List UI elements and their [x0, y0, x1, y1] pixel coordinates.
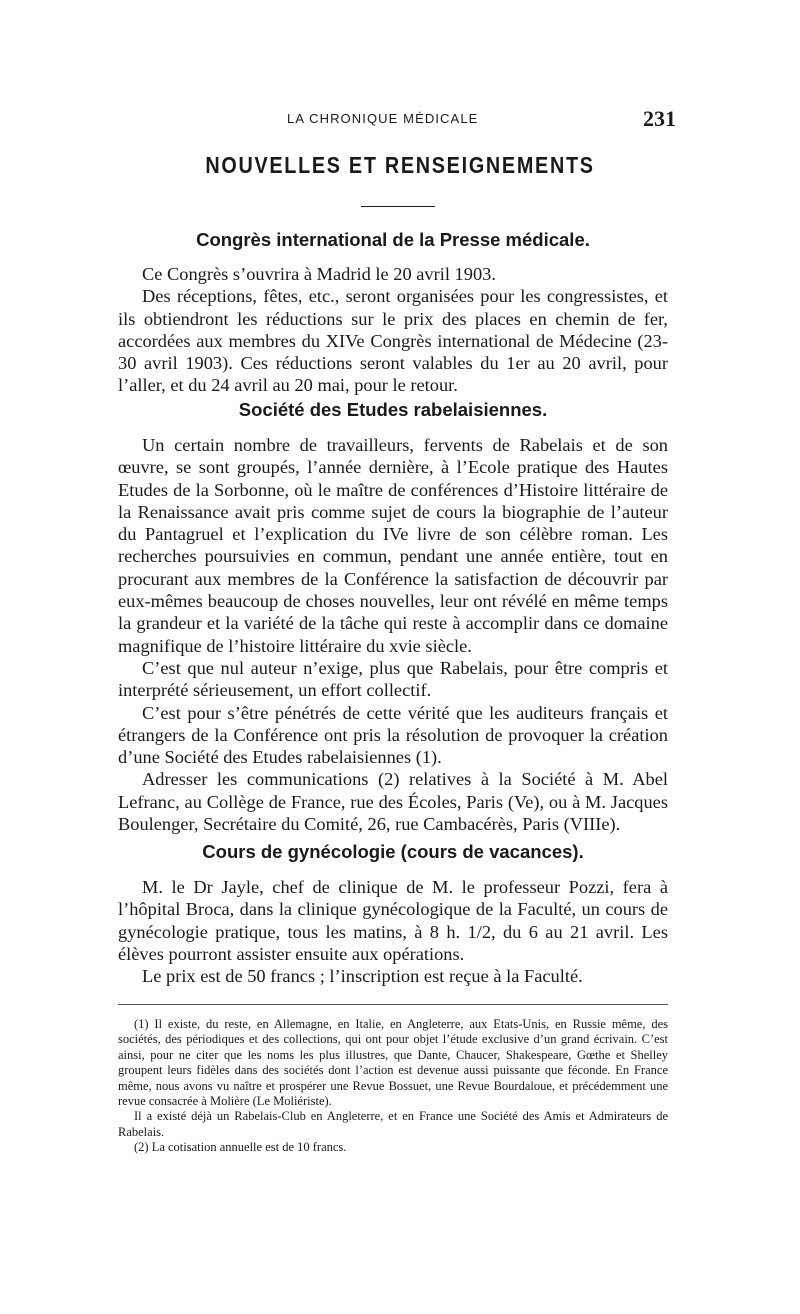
- paragraph: Ce Congrès s’ouvrira à Madrid le 20 avril 1903.: [142, 264, 496, 284]
- title-rule: [361, 206, 435, 207]
- running-head: [0, 108, 800, 132]
- paragraph: M. le Dr Jayle, chef de clinique de M. le professeur Pozzi, fera à l’hôpital Broca, dans la clinique gynécologique de la Faculté, un cours de gynécologie pratique, tous les matins, à 8 h. 1/2, du 6 au 21 avril. Les élèves pourront assister ensuite aux opérations.: [118, 877, 668, 964]
- footnote-rule: [118, 1004, 668, 1005]
- article-heading: Cours de gynécologie (cours de vacances).: [202, 841, 584, 862]
- running-title: LA CHRONIQUE MÉDICALE: [287, 111, 479, 126]
- section-title: NOUVELLES ET RENSEIGNEMENTS: [205, 152, 595, 178]
- footnote: (1) Il existe, du reste, en Allemagne, en Italie, en Angleterre, aux Etats-Unis, en Russie même, des sociétés, des périodiques et des collections, qui ont pour objet l’étude exclusive d’un grand écrivain. C’est ainsi, pour ne citer que les noms les plus illustres, que Dante, Chaucer, Shakespeare, Gœthe et Shelley groupent leurs fidèles dans des sociétés dont l’action est devenue aussi puissante que féconde. En France même, nous avons vu naître et prospérer une Revue Bossuet, une Revue Bourdaloue, et précédemment une revue consacrée à Molière (Le Moliériste).: [118, 1017, 668, 1109]
- article-gynecologie-body: [118, 876, 668, 987]
- footnotes: [118, 1017, 668, 1156]
- article-congres: [118, 229, 668, 251]
- footnote: Il a existé déjà un Rabelais-Club en Angleterre, et en France une Société des Amis et Admirateurs de Rabelais.: [118, 1109, 668, 1139]
- paragraph: Des réceptions, fêtes, etc., seront organisées pour les congressistes, et ils obtiendront les réductions sur le prix des places en chemin de fer, accordées aux membres du XIVe Congrès international de Médecine (23-30 avril 1903). Ces réductions seront valables du 1er au 20 avril, pour l’aller, et du 24 avril au 20 mai, pour le retour.: [118, 286, 668, 396]
- footnote: (2) La cotisation annuelle est de 10 francs.: [134, 1140, 347, 1155]
- paragraph: Le prix est de 50 francs ; l’inscription est reçue à la Faculté.: [142, 966, 583, 987]
- article-heading: Congrès international de la Presse médicale.: [196, 229, 590, 250]
- paragraph: C’est pour s’être pénétrés de cette vérité que les auditeurs français et étrangers de la Conférence ont pris la résolution de provoquer la création d’une Société des Etudes rabelaisiennes (1).: [118, 702, 668, 768]
- article-gynecologie: [118, 841, 668, 863]
- page-number: 231: [643, 106, 676, 131]
- article-rabelais: [118, 399, 668, 421]
- paragraph: Un certain nombre de travailleurs, fervents de Rabelais et de son œuvre, se sont groupés, l’année dernière, à l’Ecole pratique des Hautes Etudes de la Sorbonne, où le maître de conférences d’Histoire littéraire de la Renaissance avait pris comme sujet de cours la biographie de l’auteur du Pantagruel et l’explication du IVe livre de son célèbre roman. Les recherches poursuivies en commun, pendant une année entière, tout en procurant aux membres de la Conférence la satisfaction de découvrir par eux-mêmes beaucoup de choses nouvelles, leur ont révélé en même temps la grandeur et la variété de la tâche qui reste à accomplir dans ce domaine magnifique de l’histoire littéraire du xvie siècle.: [118, 435, 668, 656]
- article-congres-body: [118, 263, 668, 397]
- paragraph: C’est que nul auteur n’exige, plus que Rabelais, pour être compris et interprété sérieusement, un effort collectif.: [118, 657, 668, 701]
- article-heading: Société des Etudes rabelaisiennes.: [238, 399, 548, 420]
- paragraph: Adresser les communications (2) relatives à la Société à M. Abel Lefranc, au Collège de France, rue des Écoles, Paris (Ve), ou à M. Jacques Boulenger, Secrétaire du Comité, 26, rue Cambacérès, Paris (VIIIe).: [118, 769, 668, 835]
- article-rabelais-body: [118, 434, 668, 835]
